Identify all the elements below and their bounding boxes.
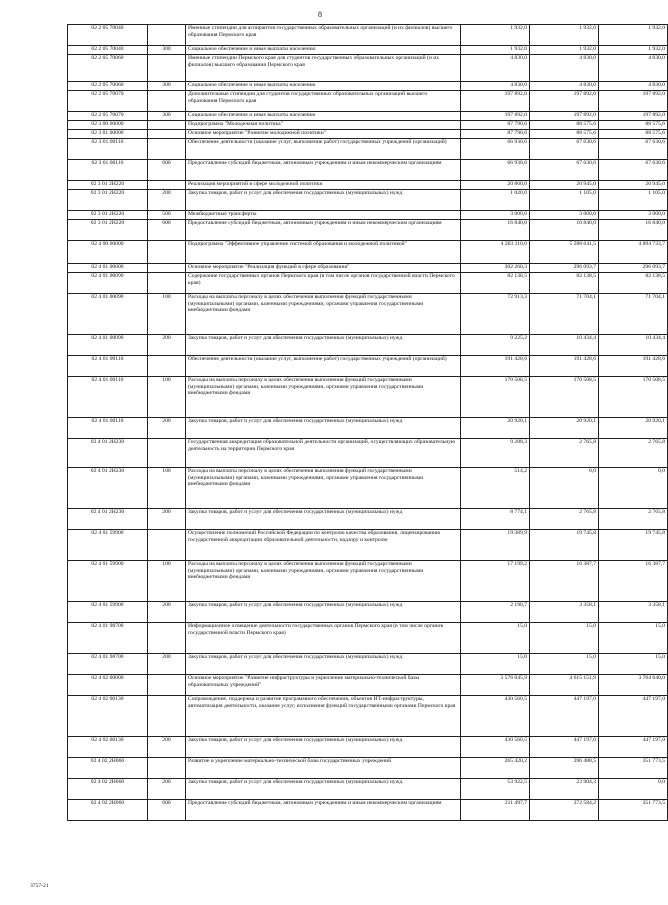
classification-code-cell: 02 4 01 59900 — [68, 530, 148, 561]
amount-year1-cell: 9 288,3 — [461, 439, 530, 468]
item-name-cell: Обеспечение деятельности (оказание услуг, выполнение работ) государственных учреждений (организаций) — [186, 356, 461, 377]
expense-type-cell — [148, 121, 186, 130]
amount-year2-cell: 19 745,8 — [530, 530, 599, 561]
amount-year2-cell: 4 615 151,9 — [530, 675, 599, 696]
item-name-cell: Предоставление субсидий бюджетным, автономным учреждениям и иным некоммерческим организациям — [186, 220, 461, 241]
amount-year3-cell: 351 773,5 — [599, 800, 668, 821]
item-name-cell: Социальное обеспечение и иные выплаты населению — [186, 112, 461, 121]
amount-year1-cell: 4 830,0 — [461, 82, 530, 91]
table-row — [68, 758, 668, 779]
table-row — [68, 55, 668, 82]
amount-year1-cell: 2 190,7 — [461, 602, 530, 623]
item-name-cell: Содержание государственных органов Пермского края (в том числе органов государственной власти Пермского края) — [186, 273, 461, 294]
classification-code-cell: 02 3 01 2Н220 — [68, 211, 148, 220]
expense-type-cell: 200 — [148, 509, 186, 530]
amount-year2-cell: 1 932,0 — [530, 25, 599, 46]
table-row — [68, 220, 668, 241]
item-name-cell: Закупка товаров, работ и услуг для обеспечения государственных (муниципальных) нужд — [186, 737, 461, 758]
item-name-cell: Расходы на выплаты персоналу в целях обеспечения выполнения функций государственными (муниципальными) органами, казенными учреждениями, органами управления государственными внебюджетными фондами — [186, 561, 461, 602]
expense-type-cell: 100 — [148, 468, 186, 509]
amount-year3-cell: 10 434,4 — [599, 335, 668, 356]
classification-code-cell: 02 3 01 00000 — [68, 130, 148, 139]
table-row — [68, 335, 668, 356]
classification-code-cell: 02 2 05 70060 — [68, 82, 148, 91]
amount-year3-cell: 3 358,1 — [599, 602, 668, 623]
classification-code-cell: 02 4 01 2Н230 — [68, 468, 148, 509]
expense-type-cell — [148, 181, 186, 190]
table-row — [68, 623, 668, 654]
amount-year1-cell: 66 930,6 — [461, 139, 530, 160]
amount-year2-cell: 20 945,0 — [530, 181, 599, 190]
classification-code-cell: 02 4 02 00000 — [68, 675, 148, 696]
amount-year3-cell: 296 093,7 — [599, 264, 668, 273]
expense-type-cell — [148, 439, 186, 468]
classification-code-cell: 02 3 00 00000 — [68, 121, 148, 130]
amount-year2-cell: 1 932,0 — [530, 46, 599, 55]
table-row — [68, 602, 668, 623]
amount-year2-cell: 2 765,8 — [530, 439, 599, 468]
amount-year3-cell: 3 000,0 — [599, 211, 668, 220]
amount-year1-cell: 211 497,7 — [461, 800, 530, 821]
amount-year1-cell: 514,2 — [461, 468, 530, 509]
table-row — [68, 800, 668, 821]
item-name-cell: Основное мероприятие "Реализация функций в сфере образования" — [186, 264, 461, 273]
table-row — [68, 211, 668, 220]
amount-year1-cell: 1 932,0 — [461, 25, 530, 46]
amount-year1-cell: 8 774,1 — [461, 509, 530, 530]
classification-code-cell: 02 2 05 70040 — [68, 25, 148, 46]
table-row — [68, 241, 668, 264]
amount-year1-cell: 16 840,0 — [461, 220, 530, 241]
expense-type-cell: 600 — [148, 220, 186, 241]
classification-code-cell: 02 4 01 2Н230 — [68, 439, 148, 468]
classification-code-cell: 02 4 02 2Н060 — [68, 779, 148, 800]
amount-year3-cell: 4 830,0 — [599, 55, 668, 82]
amount-year1-cell: 9 225,2 — [461, 335, 530, 356]
item-name-cell: Закупка товаров, работ и услуг для обеспечения государственных (муниципальных) нужд — [186, 509, 461, 530]
expense-type-cell — [148, 91, 186, 112]
amount-year1-cell: 197 892,0 — [461, 91, 530, 112]
expense-type-cell — [148, 623, 186, 654]
amount-year2-cell: 191 428,6 — [530, 356, 599, 377]
table-row — [68, 46, 668, 55]
table-row — [68, 696, 668, 737]
amount-year2-cell: 447 197,0 — [530, 737, 599, 758]
classification-code-cell: 02 2 05 70070 — [68, 91, 148, 112]
item-name-cell: Именные стипендии для аспирантов государственных образовательных организаций (и их филиалов) высшего образования Пермского края — [186, 25, 461, 46]
item-name-cell: Развитие и укрепление материально-технической базы государственных учреждений — [186, 758, 461, 779]
classification-code-cell: 02 3 01 2Н220 — [68, 190, 148, 211]
expense-type-cell — [148, 25, 186, 46]
amount-year2-cell: 67 630,6 — [530, 160, 599, 181]
item-name-cell: Закупка товаров, работ и услуг для обеспечения государственных (муниципальных) нужд — [186, 335, 461, 356]
amount-year2-cell: 3 000,0 — [530, 211, 599, 220]
table-row — [68, 121, 668, 130]
item-name-cell: Закупка товаров, работ и услуг для обеспечения государственных (муниципальных) нужд — [186, 418, 461, 439]
table-row — [68, 675, 668, 696]
amount-year1-cell: 87 790,6 — [461, 130, 530, 139]
amount-year2-cell: 16 387,7 — [530, 561, 599, 602]
expense-type-cell — [148, 264, 186, 273]
amount-year2-cell: 67 630,6 — [530, 139, 599, 160]
classification-code-cell: 02 4 01 00090 — [68, 335, 148, 356]
classification-code-cell: 02 3 01 00110 — [68, 139, 148, 160]
amount-year3-cell: 20 945,0 — [599, 181, 668, 190]
classification-code-cell: 02 2 05 70060 — [68, 55, 148, 82]
expense-type-cell: 200 — [148, 418, 186, 439]
amount-year2-cell: 1 105,0 — [530, 190, 599, 211]
table-row — [68, 356, 668, 377]
table-row — [68, 273, 668, 294]
amount-year2-cell: 4 830,0 — [530, 82, 599, 91]
table-row — [68, 530, 668, 561]
item-name-cell: Государственная аккредитация образовательной деятельности организаций, осуществляющих образовательную деятельность на территории Пермского края — [186, 439, 461, 468]
amount-year1-cell: 72 913,3 — [461, 294, 530, 335]
classification-code-cell: 02 4 01 98700 — [68, 654, 148, 675]
classification-code-cell: 02 4 02 00130 — [68, 737, 148, 758]
amount-year1-cell: 197 892,0 — [461, 112, 530, 121]
amount-year1-cell: 15,0 — [461, 623, 530, 654]
table-row — [68, 190, 668, 211]
amount-year3-cell: 191 428,6 — [599, 356, 668, 377]
item-name-cell: Основное мероприятие "Развитие молодежной политики" — [186, 130, 461, 139]
table-row — [68, 91, 668, 112]
table-row — [68, 468, 668, 509]
amount-year3-cell: 88 575,6 — [599, 121, 668, 130]
amount-year3-cell: 4 094 733,7 — [599, 241, 668, 264]
classification-code-cell: 02 4 01 2Н230 — [68, 509, 148, 530]
amount-year3-cell: 2 765,8 — [599, 439, 668, 468]
amount-year1-cell: 302 260,3 — [461, 264, 530, 273]
classification-code-cell: 02 3 01 00110 — [68, 160, 148, 181]
table-row — [68, 160, 668, 181]
classification-code-cell: 02 4 02 00130 — [68, 696, 148, 737]
item-name-cell: Социальное обеспечение и иные выплаты населению — [186, 82, 461, 91]
item-name-cell: Закупка товаров, работ и услуг для обеспечения государственных (муниципальных) нужд — [186, 654, 461, 675]
expense-type-cell: 200 — [148, 737, 186, 758]
amount-year3-cell: 4 830,0 — [599, 82, 668, 91]
table-row — [68, 377, 668, 418]
amount-year1-cell: 3 000,0 — [461, 211, 530, 220]
table-row — [68, 264, 668, 273]
amount-year2-cell: 197 892,0 — [530, 91, 599, 112]
table-row — [68, 654, 668, 675]
expense-type-cell: 300 — [148, 46, 186, 55]
table-row — [68, 25, 668, 46]
amount-year2-cell: 0,0 — [530, 468, 599, 509]
amount-year1-cell: 1 020,0 — [461, 190, 530, 211]
amount-year3-cell: 170 508,5 — [599, 377, 668, 418]
amount-year1-cell: 191 428,6 — [461, 356, 530, 377]
classification-code-cell: 02 4 01 00110 — [68, 377, 148, 418]
expense-type-cell: 500 — [148, 211, 186, 220]
amount-year2-cell: 82 138,5 — [530, 273, 599, 294]
amount-year1-cell: 170 508,5 — [461, 377, 530, 418]
amount-year1-cell: 4 830,0 — [461, 55, 530, 82]
item-name-cell: Расходы на выплаты персоналу в целях обеспечения выполнения функций государственными (муниципальными) органами, казенными учреждениями, органами управления государственными внебюджетными фондами — [186, 377, 461, 418]
classification-code-cell: 02 4 01 00090 — [68, 294, 148, 335]
footnote-code: 3757-21 — [30, 883, 49, 889]
amount-year3-cell: 1 105,0 — [599, 190, 668, 211]
item-name-cell: Подпрограмма "Молодежная политика" — [186, 121, 461, 130]
expense-type-cell: 100 — [148, 561, 186, 602]
amount-year3-cell: 16 840,0 — [599, 220, 668, 241]
expense-type-cell: 600 — [148, 160, 186, 181]
amount-year3-cell: 15,0 — [599, 654, 668, 675]
table-row — [68, 181, 668, 190]
expense-type-cell — [148, 530, 186, 561]
item-name-cell: Дополнительные стипендии для студентов государственных образовательных организаций высшего образования Пермского края — [186, 91, 461, 112]
amount-year2-cell: 372 584,2 — [530, 800, 599, 821]
item-name-cell: Обеспечение деятельности (оказание услуг, выполнение работ) государственных учреждений (организаций) — [186, 139, 461, 160]
item-name-cell: Информационное освещение деятельности государственных органов Пермского края (в том числе органов государственной власти Пермского края) — [186, 623, 461, 654]
amount-year2-cell: 170 508,5 — [530, 377, 599, 418]
item-name-cell: Осуществление полномочий Российской Федерации по контролю качества образования, лицензированию государственной аккредитации образовательной деятельности, надзору и контролю — [186, 530, 461, 561]
amount-year1-cell: 20 860,0 — [461, 181, 530, 190]
classification-code-cell: 02 4 01 00000 — [68, 264, 148, 273]
amount-year3-cell: 351 773,5 — [599, 758, 668, 779]
item-name-cell: Именные стипендии Пермского края для студентов государственных образовательных организаций (и их филиалов) высшего образования Пермского края — [186, 55, 461, 82]
table-row — [68, 130, 668, 139]
classification-code-cell: 02 3 01 2Н220 — [68, 181, 148, 190]
expense-type-cell — [148, 241, 186, 264]
table-row — [68, 139, 668, 160]
amount-year3-cell: 1 932,0 — [599, 25, 668, 46]
table-row — [68, 82, 668, 91]
table-row — [68, 418, 668, 439]
item-name-cell: Предоставление субсидий бюджетным, автономным учреждениям и иным некоммерческим организациям — [186, 160, 461, 181]
amount-year1-cell: 82 138,5 — [461, 273, 530, 294]
amount-year2-cell: 88 575,6 — [530, 130, 599, 139]
table-row — [68, 112, 668, 121]
classification-code-cell: 02 4 01 98700 — [68, 623, 148, 654]
classification-code-cell: 02 4 01 59900 — [68, 561, 148, 602]
amount-year3-cell: 3 764 640,0 — [599, 675, 668, 696]
budget-table — [67, 24, 668, 821]
classification-code-cell: 02 4 00 00000 — [68, 241, 148, 264]
amount-year3-cell: 197 892,0 — [599, 91, 668, 112]
classification-code-cell: 02 4 01 59900 — [68, 602, 148, 623]
amount-year2-cell: 20 920,1 — [530, 418, 599, 439]
expense-type-cell: 200 — [148, 654, 186, 675]
amount-year3-cell: 71 704,1 — [599, 294, 668, 335]
amount-year3-cell: 67 630,6 — [599, 160, 668, 181]
expense-type-cell: 600 — [148, 800, 186, 821]
amount-year1-cell: 3 576 045,9 — [461, 675, 530, 696]
table-row — [68, 737, 668, 758]
amount-year2-cell: 88 575,6 — [530, 121, 599, 130]
item-name-cell: Закупка товаров, работ и услуг для обеспечения государственных (муниципальных) нужд — [186, 779, 461, 800]
amount-year1-cell: 87 790,6 — [461, 121, 530, 130]
expense-type-cell: 300 — [148, 112, 186, 121]
amount-year2-cell: 447 197,0 — [530, 696, 599, 737]
amount-year3-cell: 2 765,8 — [599, 509, 668, 530]
amount-year1-cell: 66 930,6 — [461, 160, 530, 181]
table-row — [68, 509, 668, 530]
expense-type-cell: 300 — [148, 82, 186, 91]
amount-year2-cell: 197 892,0 — [530, 112, 599, 121]
expense-type-cell: 200 — [148, 335, 186, 356]
item-name-cell: Закупка товаров, работ и услуг для обеспечения государственных (муниципальных) нужд — [186, 602, 461, 623]
amount-year1-cell: 430 560,5 — [461, 737, 530, 758]
expense-type-cell — [148, 758, 186, 779]
expense-type-cell — [148, 675, 186, 696]
table-row — [68, 561, 668, 602]
amount-year2-cell: 16 840,0 — [530, 220, 599, 241]
amount-year2-cell: 396 488,5 — [530, 758, 599, 779]
amount-year3-cell: 0,0 — [599, 779, 668, 800]
expense-type-cell: 200 — [148, 190, 186, 211]
amount-year2-cell: 3 358,1 — [530, 602, 599, 623]
expense-type-cell — [148, 139, 186, 160]
amount-year3-cell: 447 197,0 — [599, 737, 668, 758]
item-name-cell: Расходы на выплаты персоналу в целях обеспечения выполнения функций государственными (муниципальными) органами, казенными учреждениями, органами управления государственными внебюджетными фондами — [186, 468, 461, 509]
expense-type-cell — [148, 696, 186, 737]
expense-type-cell — [148, 55, 186, 82]
amount-year3-cell: 88 575,6 — [599, 130, 668, 139]
item-name-cell: Основное мероприятие "Развитие инфраструктуры и укрепление материально-технической базы образовательных учреждений" — [186, 675, 461, 696]
amount-year1-cell: 53 922,5 — [461, 779, 530, 800]
expense-type-cell: 100 — [148, 294, 186, 335]
classification-code-cell: 02 2 05 70070 — [68, 112, 148, 121]
classification-code-cell: 02 2 05 70040 — [68, 46, 148, 55]
amount-year3-cell: 67 630,6 — [599, 139, 668, 160]
expense-type-cell — [148, 130, 186, 139]
table-row — [68, 294, 668, 335]
item-name-cell: Предоставление субсидий бюджетным, автономным учреждениям и иным некоммерческим организациям — [186, 800, 461, 821]
amount-year2-cell: 2 765,8 — [530, 509, 599, 530]
classification-code-cell: 02 3 01 2Н220 — [68, 220, 148, 241]
amount-year3-cell: 82 138,5 — [599, 273, 668, 294]
item-name-cell: Сопровождение, поддержка и развитие программного обеспечения, объектов ИТ-инфраструктуры, автоматизация деятельности, оказание услуг, исполнения функций государственными органами Пермского края — [186, 696, 461, 737]
amount-year3-cell: 1 932,0 — [599, 46, 668, 55]
amount-year1-cell: 19 389,9 — [461, 530, 530, 561]
amount-year1-cell: 15,0 — [461, 654, 530, 675]
amount-year2-cell: 10 434,4 — [530, 335, 599, 356]
amount-year1-cell: 17 199,2 — [461, 561, 530, 602]
amount-year3-cell: 447 197,0 — [599, 696, 668, 737]
amount-year2-cell: 5 288 641,5 — [530, 241, 599, 264]
item-name-cell: Закупка товаров, работ и услуг для обеспечения государственных (муниципальных) нужд — [186, 190, 461, 211]
item-name-cell: Расходы на выплаты персоналу в целях обеспечения выполнения функций государственными (муниципальными) органами, казенными учреждениями, органами управления государственными внебюджетными фондами — [186, 294, 461, 335]
expense-type-cell: 200 — [148, 779, 186, 800]
amount-year2-cell: 4 830,0 — [530, 55, 599, 82]
table-row — [68, 439, 668, 468]
item-name-cell: Подпрограмма "Эффективное управление системой образования и молодежной политикой" — [186, 241, 461, 264]
amount-year2-cell: 71 704,1 — [530, 294, 599, 335]
budget-table-body — [68, 25, 668, 821]
amount-year2-cell: 296 093,7 — [530, 264, 599, 273]
amount-year3-cell: 20 920,1 — [599, 418, 668, 439]
amount-year3-cell: 19 745,8 — [599, 530, 668, 561]
page-number: 8 — [318, 10, 322, 19]
expense-type-cell: 100 — [148, 377, 186, 418]
amount-year2-cell: 15,0 — [530, 623, 599, 654]
expense-type-cell — [148, 356, 186, 377]
table-row — [68, 779, 668, 800]
classification-code-cell: 02 4 02 2Н060 — [68, 800, 148, 821]
item-name-cell: Межбюджетные трансферты — [186, 211, 461, 220]
classification-code-cell: 02 4 01 00110 — [68, 356, 148, 377]
classification-code-cell: 02 4 01 00090 — [68, 273, 148, 294]
amount-year3-cell: 16 387,7 — [599, 561, 668, 602]
amount-year2-cell: 15,0 — [530, 654, 599, 675]
item-name-cell: Социальное обеспечение и иные выплаты населению — [186, 46, 461, 55]
amount-year3-cell: 15,0 — [599, 623, 668, 654]
amount-year3-cell: 0,0 — [599, 468, 668, 509]
amount-year2-cell: 23 904,3 — [530, 779, 599, 800]
amount-year1-cell: 1 932,0 — [461, 46, 530, 55]
amount-year1-cell: 265 420,2 — [461, 758, 530, 779]
expense-type-cell — [148, 273, 186, 294]
amount-year1-cell: 4 263 110,0 — [461, 241, 530, 264]
amount-year1-cell: 20 920,1 — [461, 418, 530, 439]
classification-code-cell: 02 4 02 2Н060 — [68, 758, 148, 779]
amount-year3-cell: 197 892,0 — [599, 112, 668, 121]
amount-year1-cell: 430 560,5 — [461, 696, 530, 737]
item-name-cell: Реализация мероприятий в сфере молодежной политики — [186, 181, 461, 190]
classification-code-cell: 02 4 01 00110 — [68, 418, 148, 439]
expense-type-cell: 200 — [148, 602, 186, 623]
